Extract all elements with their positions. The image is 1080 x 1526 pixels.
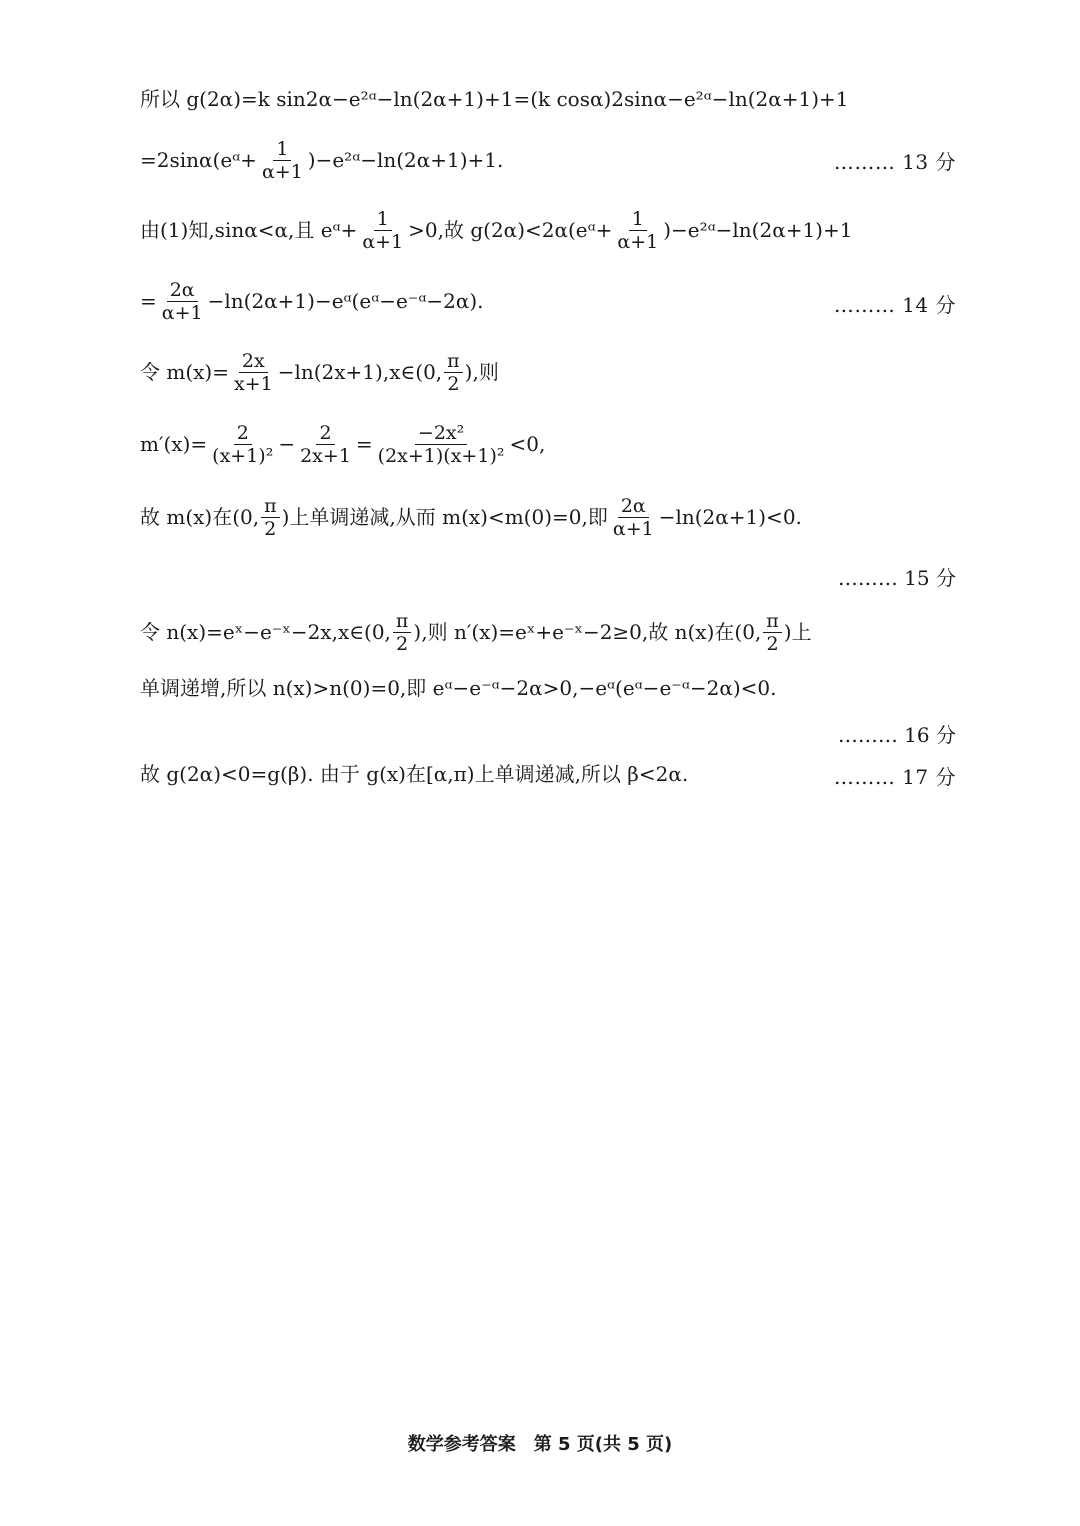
fraction-numerator: 2 bbox=[316, 422, 334, 445]
page-footer: 数学参考答案 第 5 页(共 5 页) bbox=[407, 1434, 673, 1455]
fraction-1-over-alpha-plus-1 bbox=[359, 208, 406, 253]
fraction-2alpha-over-alpha-plus-1 bbox=[610, 495, 657, 540]
fraction-numerator: 2 bbox=[234, 422, 252, 445]
line-3-text-b: >0,故 g(2α)<2α(eᵅ+ bbox=[408, 218, 613, 242]
fraction-denominator: 2 bbox=[766, 632, 779, 655]
fraction-denominator: 2x+1 bbox=[300, 444, 351, 467]
solution-line-6 bbox=[140, 420, 956, 468]
fraction-pi-over-2 bbox=[444, 350, 463, 395]
fraction-1-over-alpha-plus-1 bbox=[614, 208, 661, 253]
fraction-pi-over-2 bbox=[261, 495, 280, 540]
line-12-text: 故 g(2α)<0=g(β). 由于 g(x)在[α,π)上单调递减,所以 β<2α. bbox=[140, 762, 689, 786]
solution-line-3 bbox=[140, 206, 956, 254]
fraction-numerator: −2x² bbox=[415, 422, 467, 445]
score-17: ……… 17 分 bbox=[833, 765, 956, 789]
fraction-denominator: α+1 bbox=[261, 160, 303, 183]
line-5-text-a: 令 m(x)= bbox=[140, 360, 229, 384]
solution-line-10 bbox=[140, 675, 956, 701]
line-6-text-b: − bbox=[278, 432, 296, 456]
fraction-numerator: 1 bbox=[629, 208, 647, 231]
line-9-text-b: ),则 n′(x)=eˣ+e⁻ˣ−2≥0,故 n(x)在(0, bbox=[413, 620, 762, 644]
fraction-numerator: π bbox=[393, 610, 412, 633]
fraction-numerator: 1 bbox=[273, 138, 291, 161]
fraction-1-over-alpha-plus-1 bbox=[259, 138, 306, 183]
fraction-numerator: 2α bbox=[618, 495, 649, 518]
fraction-denominator: α+1 bbox=[612, 517, 654, 540]
fraction-pi-over-2 bbox=[393, 610, 412, 655]
solution-line-1 bbox=[140, 86, 956, 112]
score-15: ……… 15 分 bbox=[837, 566, 956, 590]
line-6-text-a: m′(x)= bbox=[140, 432, 208, 456]
line-7-text-a: 故 m(x)在(0, bbox=[140, 505, 260, 529]
score-14: ……… 14 分 bbox=[833, 293, 956, 317]
solution-line-7 bbox=[140, 493, 956, 541]
line-5-text-c: ),则 bbox=[464, 360, 499, 384]
line-4-text-b: −ln(2α+1)−eᵅ(eᵅ−e⁻ᵅ−2α). bbox=[207, 289, 484, 313]
fraction-2alpha-over-alpha-plus-1 bbox=[159, 279, 206, 324]
solution-line-5 bbox=[140, 348, 956, 396]
line-5-text-b: −ln(2x+1),x∈(0, bbox=[277, 360, 443, 384]
line-2-text-b: )−e²ᵅ−ln(2α+1)+1. bbox=[307, 148, 504, 172]
line-3-text-c: )−e²ᵅ−ln(2α+1)+1 bbox=[663, 218, 853, 242]
fraction-denominator: α+1 bbox=[161, 301, 203, 324]
fraction-numerator: π bbox=[261, 495, 280, 518]
fraction-denominator: (2x+1)(x+1)² bbox=[377, 444, 505, 467]
fraction-numerator: 2x bbox=[239, 350, 268, 373]
score-16: ……… 16 分 bbox=[837, 723, 956, 747]
line-6-text-c: = bbox=[355, 432, 373, 456]
fraction-2-over-2x-plus-1 bbox=[297, 422, 354, 467]
line-2-text-a: =2sinα(eᵅ+ bbox=[140, 148, 257, 172]
fraction-denominator: 2 bbox=[396, 632, 409, 655]
line-7-text-b: )上单调递减,从而 m(x)<m(0)=0,即 bbox=[281, 505, 608, 529]
line-3-text-a: 由(1)知,sinα<α,且 eᵅ+ bbox=[140, 218, 358, 242]
fraction-2x-over-x-plus-1 bbox=[231, 350, 276, 395]
line-6-text-d: <0, bbox=[509, 432, 546, 456]
line-10-text: 单调递增,所以 n(x)>n(0)=0,即 eᵅ−e⁻ᵅ−2α>0,−eᵅ(eᵅ−e⁻ᵅ−2α)<0. bbox=[140, 676, 777, 700]
line-9-text-c: )上 bbox=[783, 620, 812, 644]
fraction-denominator: α+1 bbox=[617, 230, 659, 253]
fraction-numerator: π bbox=[763, 610, 782, 633]
line-1-text: 所以 g(2α)=k sin2α−e²ᵅ−ln(2α+1)+1=(k cosα)2sinα−e²ᵅ−ln(2α+1)+1 bbox=[140, 87, 849, 111]
fraction-numerator: 1 bbox=[374, 208, 392, 231]
line-9-text-a: 令 n(x)=eˣ−e⁻ˣ−2x,x∈(0, bbox=[140, 620, 391, 644]
fraction-denominator: x+1 bbox=[233, 372, 273, 395]
fraction-numerator: 2α bbox=[167, 279, 198, 302]
fraction-numerator: π bbox=[444, 350, 463, 373]
score-13: ……… 13 分 bbox=[833, 150, 956, 174]
fraction-pi-over-2 bbox=[763, 610, 782, 655]
line-7-text-c: −ln(2α+1)<0. bbox=[658, 505, 802, 529]
fraction-denominator: 2 bbox=[447, 372, 460, 395]
fraction-neg-2x-squared bbox=[375, 422, 508, 467]
fraction-denominator: α+1 bbox=[362, 230, 404, 253]
line-4-text-a: = bbox=[140, 289, 157, 313]
solution-line-9 bbox=[140, 608, 956, 656]
fraction-denominator: (x+1)² bbox=[212, 444, 274, 467]
fraction-denominator: 2 bbox=[264, 517, 277, 540]
fraction-2-over-x-plus-1-squared bbox=[209, 422, 276, 467]
